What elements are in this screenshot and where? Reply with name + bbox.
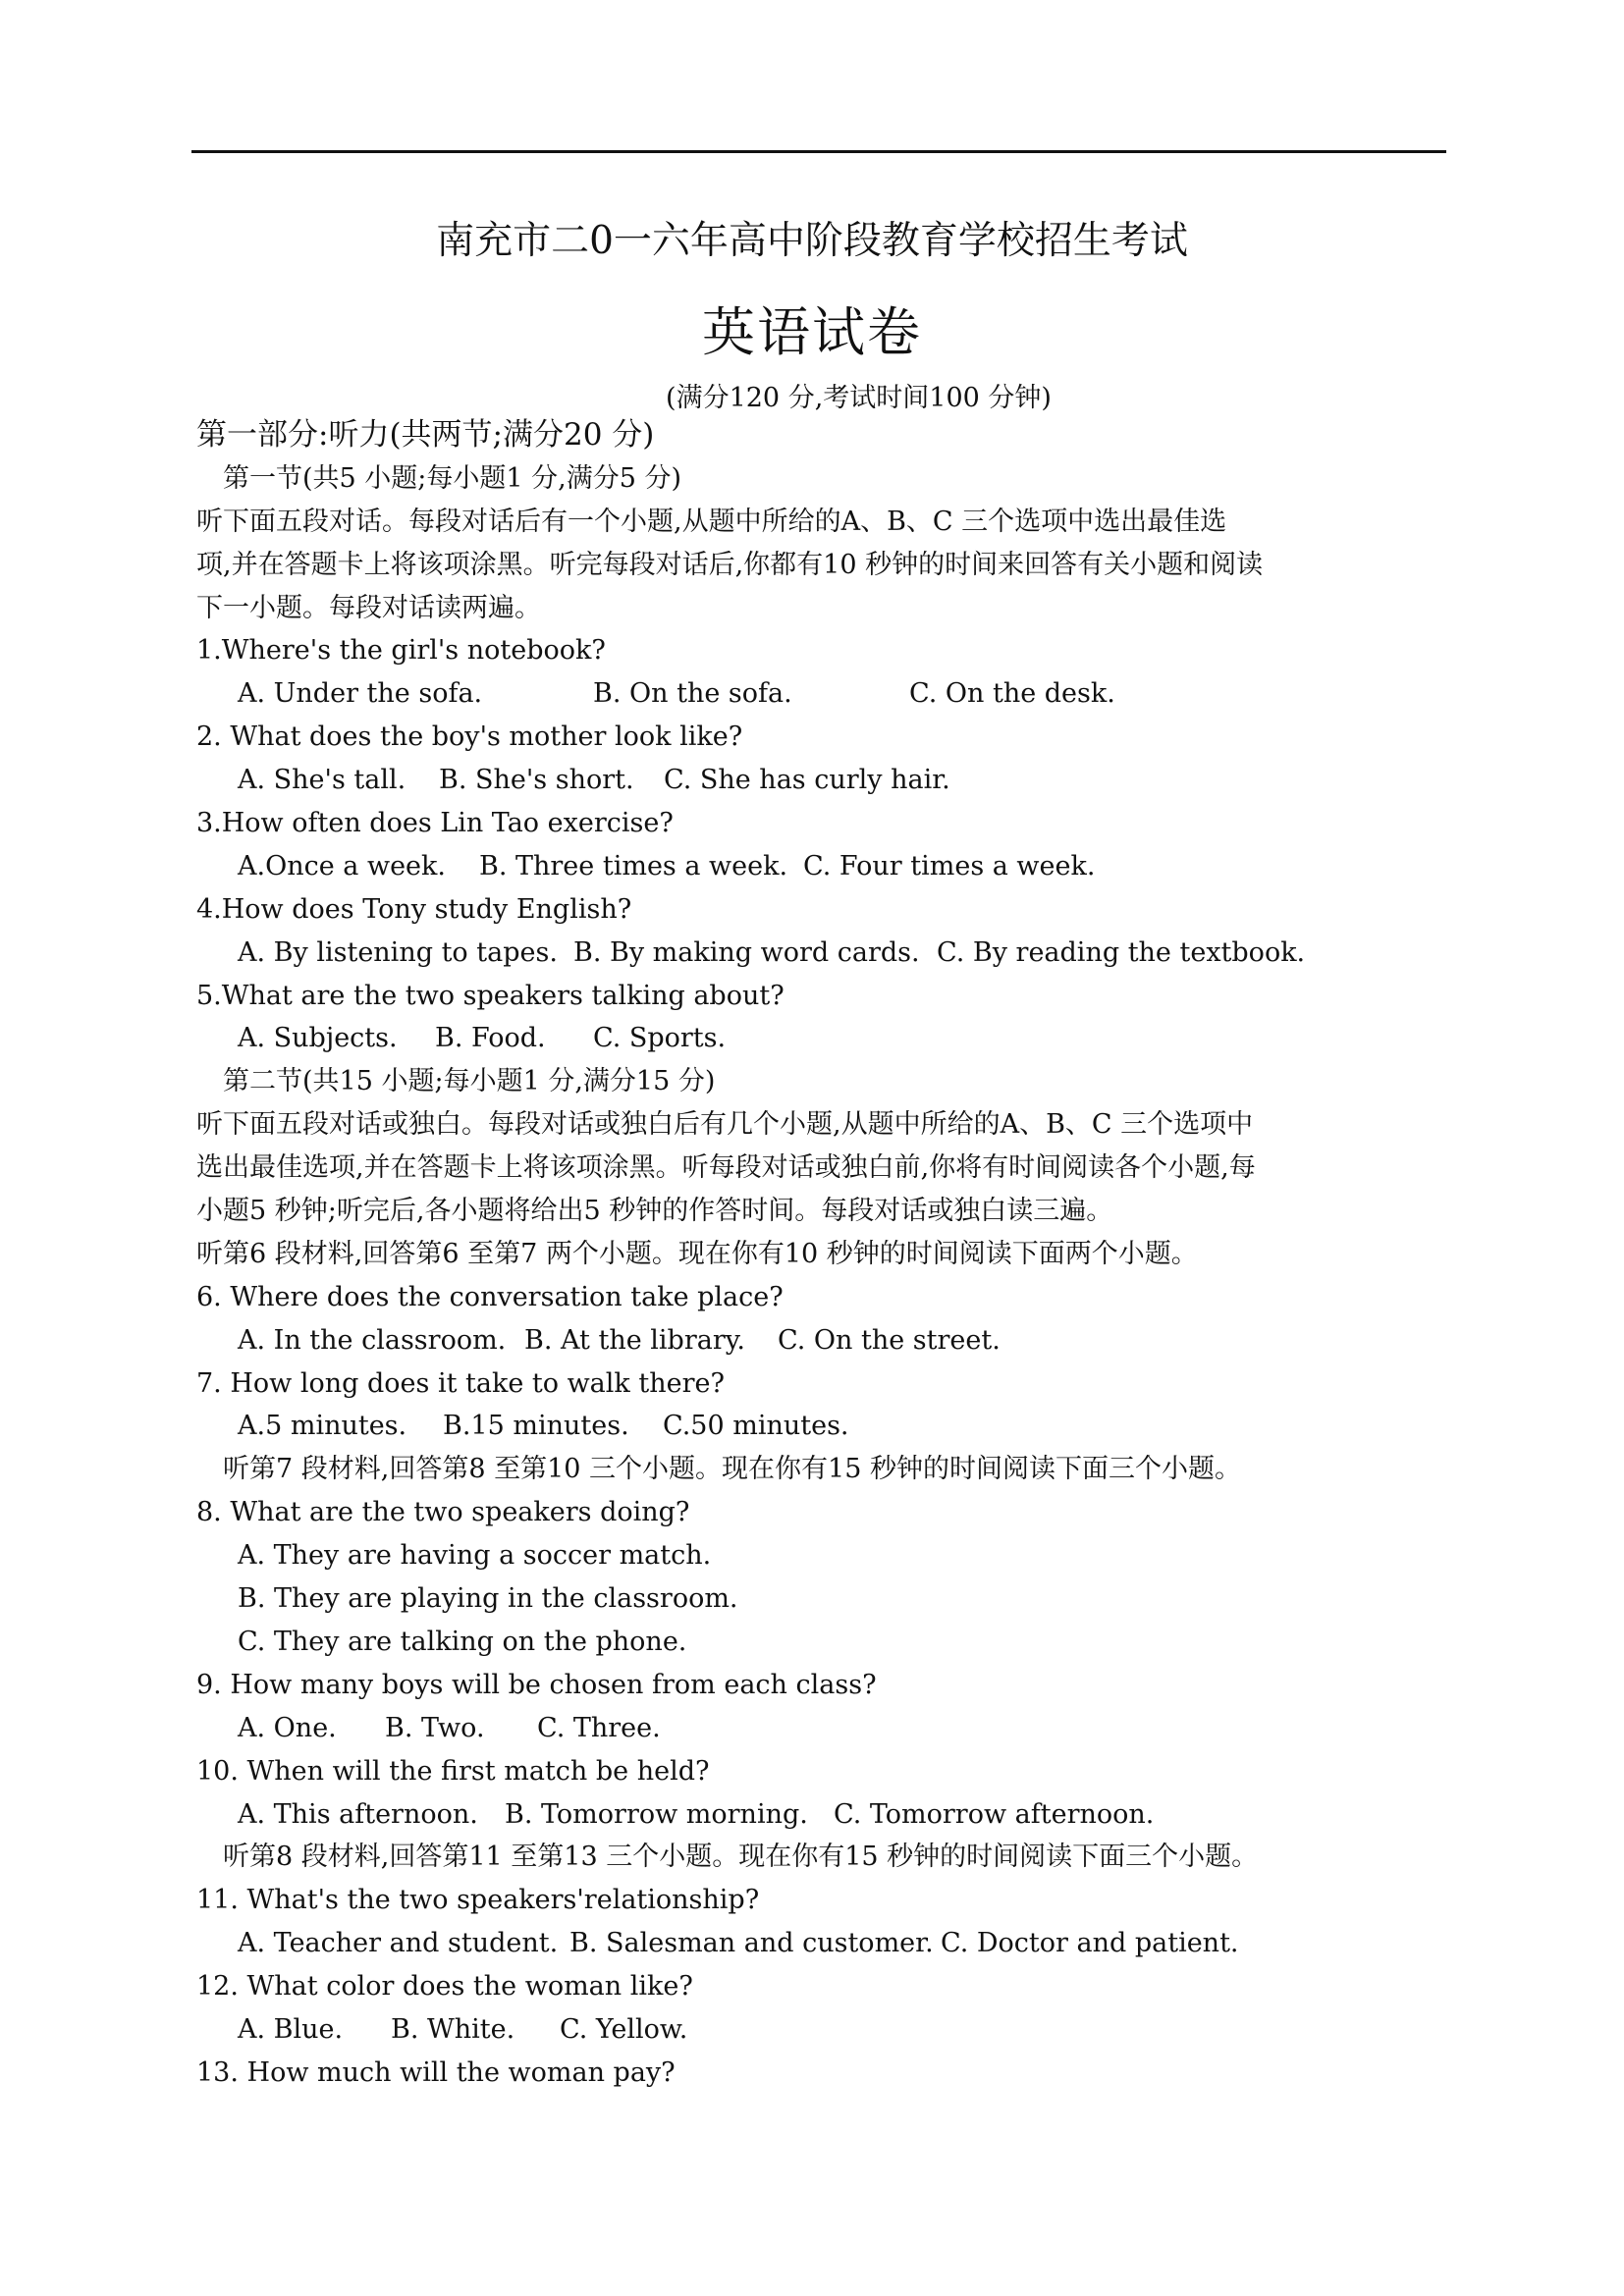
option-c: C. On the desk. (909, 678, 1115, 710)
option-c: C. They are talking on the phone. (238, 1626, 687, 1657)
option-b: B. Salesman and customer. (569, 1928, 934, 1959)
option-c: C.50 minutes. (663, 1411, 849, 1442)
material-instruction: 听第6 段材料,回答第6 至第7 两个小题。现在你有10 秒钟的时间阅读下面两个小题。 (196, 1238, 1198, 1269)
options-2 (196, 759, 1355, 802)
option-c: C. Yellow. (560, 2013, 688, 2045)
option-b: B. On the sofa. (593, 678, 792, 710)
question-8: 8. What are the two speakers doing? (196, 1497, 690, 1528)
instruction-line: 听下面五段对话或独白。每段对话或独白后有几个小题,从题中所给的A、B、C 三个选项中 (196, 1109, 1254, 1141)
option-a: A. Teacher and student. (238, 1928, 559, 1959)
option-b: B. By making word cards. (573, 936, 920, 968)
question-9: 9. How many boys will be chosen from each class? (196, 1669, 877, 1700)
options-10 (196, 1793, 1355, 1837)
options-6 (196, 1319, 1355, 1362)
exam-content (196, 414, 1355, 2095)
instruction-line: 小题5 秒钟;听完后,各小题将给出5 秒钟的作答时间。每段对话或独白读三遍。 (196, 1196, 1113, 1227)
option-a: A. Subjects. (238, 1023, 398, 1054)
question-1: 1.Where's the girl's notebook? (196, 635, 606, 667)
instruction-line: 项,并在答题卡上将该项涂黑。听完每段对话后,你都有10 秒钟的时间来回答有关小题和阅读 (196, 549, 1264, 580)
options-4 (196, 932, 1355, 975)
option-a: A.Once a week. (238, 850, 446, 881)
options-11 (196, 1922, 1355, 1965)
option-a: A. This afternoon. (238, 1798, 478, 1830)
question-2: 2. What does the boy's mother look like? (196, 721, 743, 753)
options-9 (196, 1707, 1355, 1750)
material-instruction: 听第7 段材料,回答第8 至第10 三个小题。现在你有15 秒钟的时间阅读下面三个小题。 (223, 1454, 1241, 1485)
option-c: C. Doctor and patient. (941, 1928, 1239, 1959)
part-title: 第一部分:听力(共两节;满分20 分) (196, 417, 655, 453)
option-b: B. Two. (385, 1712, 485, 1743)
question-3: 3.How often does Lin Tao exercise? (196, 808, 674, 839)
option-a: A. One. (238, 1712, 337, 1743)
option-c: C. She has curly hair. (664, 765, 950, 796)
question-10: 10. When will the first match be held? (196, 1755, 710, 1787)
options-7 (196, 1405, 1355, 1448)
option-a: A. They are having a soccer match. (238, 1540, 712, 1572)
question-12: 12. What color does the woman like? (196, 1971, 693, 2002)
question-11: 11. What's the two speakers'relationship? (196, 1885, 760, 1916)
option-a: A.5 minutes. (238, 1411, 407, 1442)
option-c: C. By reading the textbook. (937, 936, 1306, 968)
top-rule (191, 150, 1446, 153)
question-7: 7. How long does it take to walk there? (196, 1367, 725, 1399)
instruction-line: 下一小题。每段对话读两遍。 (196, 592, 541, 623)
option-c: C. On the street. (778, 1324, 1001, 1356)
section-title: 第二节(共15 小题;每小题1 分,满分15 分) (223, 1066, 716, 1097)
question-13: 13. How much will the woman pay? (196, 2056, 676, 2088)
instruction-line: 听下面五段对话。每段对话后有一个小题,从题中所给的A、B、C 三个选项中选出最佳选 (196, 506, 1227, 537)
option-c: C. Sports. (593, 1023, 727, 1054)
question-6: 6. Where does the conversation take place? (196, 1281, 784, 1312)
option-b: B. She's short. (439, 765, 634, 796)
option-c: C. Tomorrow afternoon. (834, 1798, 1155, 1830)
options-5 (196, 1017, 1355, 1060)
exam-title: 南充市二0一六年高中阶段教育学校招生考试 (436, 219, 1188, 263)
option-a: A. By listening to tapes. (238, 936, 558, 968)
question-5: 5.What are the two speakers talking about? (196, 980, 785, 1011)
option-b: B. Food. (435, 1023, 546, 1054)
option-a: A. Blue. (238, 2013, 344, 2045)
paper-title: 英语试卷 (702, 301, 922, 363)
instruction-line: 选出最佳选项,并在答题卡上将该项涂黑。听每段对话或独白前,你将有时间阅读各个小题,每 (196, 1152, 1256, 1184)
option-c: C. Three. (537, 1712, 661, 1743)
option-b: B. Three times a week. (479, 850, 788, 881)
question-4: 4.How does Tony study English? (196, 893, 632, 925)
option-a: A. She's tall. (238, 765, 406, 796)
material-instruction: 听第8 段材料,回答第11 至第13 三个小题。现在你有15 秒钟的时间阅读下面三个小题。 (223, 1842, 1259, 1873)
options-3 (196, 845, 1355, 888)
options-1 (196, 672, 1355, 716)
option-b: B. Tomorrow morning. (505, 1798, 808, 1830)
section-title: 第一节(共5 小题;每小题1 分,满分5 分) (223, 462, 682, 494)
option-b: B. They are playing in the classroom. (238, 1583, 738, 1615)
option-a: A. Under the sofa. (238, 678, 483, 710)
option-b: B.15 minutes. (443, 1411, 629, 1442)
options-12 (196, 2008, 1355, 2052)
score-note: (满分120 分,考试时间100 分钟) (666, 383, 1052, 413)
option-b: B. White. (391, 2013, 515, 2045)
option-c: C. Four times a week. (803, 850, 1096, 881)
option-a: A. In the classroom. (238, 1324, 507, 1356)
option-b: B. At the library. (524, 1324, 745, 1356)
